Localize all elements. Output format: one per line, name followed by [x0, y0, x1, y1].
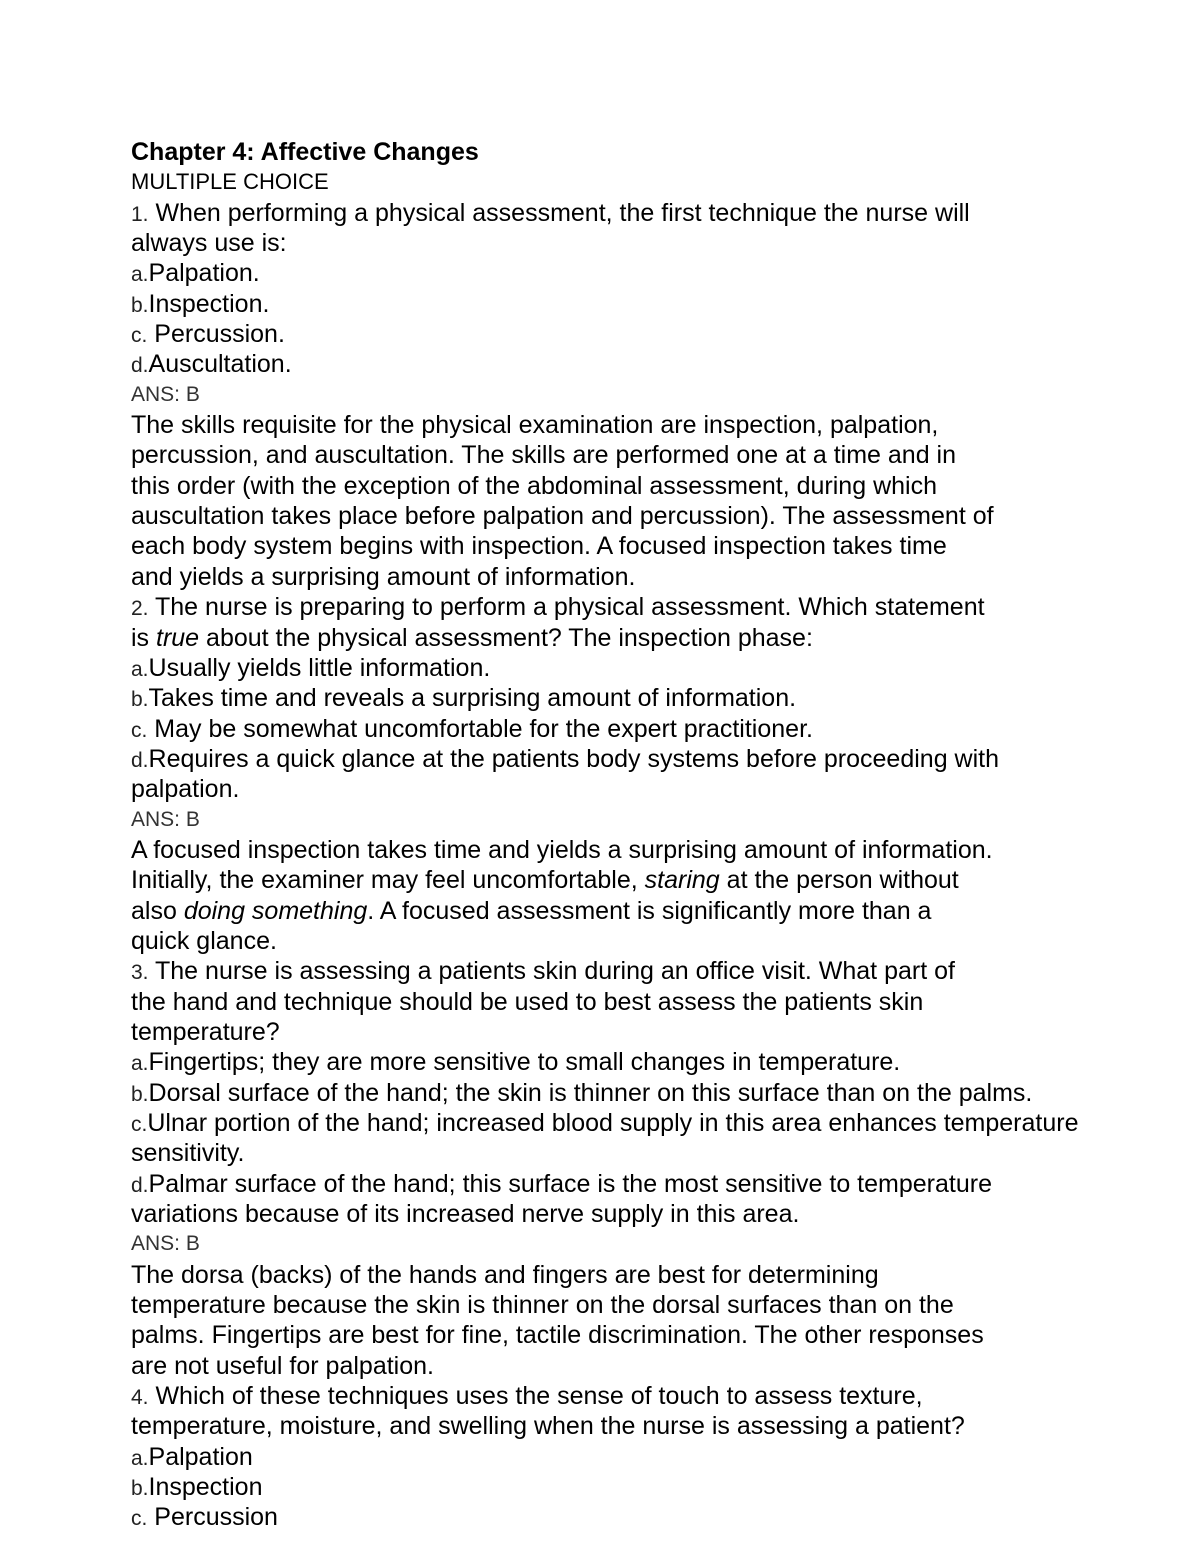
emphasis-text: true: [156, 623, 200, 652]
q4-option-b: [131, 1472, 1171, 1502]
document-page: [131, 137, 1171, 1533]
option-letter: d.: [131, 1173, 149, 1197]
q2-rationale-line: [131, 896, 1171, 926]
option-text: Inspection: [148, 1473, 263, 1502]
q3-option-b: [131, 1078, 1171, 1108]
question-text: Which of these techniques uses the sense of touch to assess texture,: [148, 1382, 923, 1411]
q2-rationale-line: [131, 865, 1171, 895]
option-letter: b.: [131, 688, 149, 712]
option-letter: c.: [131, 324, 148, 348]
question-3-stem-cont: the hand and technique should be used to best assess the patients skin: [131, 987, 924, 1016]
question-text: The nurse is preparing to perform a physical assessment. Which statement: [148, 593, 985, 622]
question-number: 4.: [131, 1386, 149, 1410]
question-3-stem: [131, 956, 1171, 986]
option-text: Palpation.: [148, 259, 260, 288]
emphasis-text: doing something: [183, 896, 368, 925]
q1-option-c: [131, 319, 1171, 349]
q3-rationale-line: temperature because the skin is thinner on the dorsal surfaces than on the: [131, 1291, 954, 1320]
question-text: When performing a physical assessment, the first technique the nurse will: [148, 198, 970, 227]
question-number: 1.: [131, 202, 149, 226]
q2-option-d-cont: palpation.: [131, 775, 240, 804]
question-3-stem-cont: temperature?: [131, 1017, 280, 1046]
q2-option-c: [131, 714, 1171, 744]
q3-rationale-line: are not useful for palpation.: [131, 1351, 434, 1380]
text-segment: . A focused assessment is significantly more than a: [367, 896, 932, 925]
option-letter: b.: [131, 293, 149, 317]
q1-option-d: [131, 349, 1171, 379]
q3-option-c-cont: sensitivity.: [131, 1139, 245, 1168]
q4-option-c: [131, 1502, 1171, 1532]
option-letter: c.: [131, 1113, 148, 1136]
q1-rationale-line: auscultation takes place before palpation and percussion). The assessment of: [131, 502, 994, 531]
q3-option-d: [131, 1169, 1171, 1199]
question-4-stem-cont: temperature, moisture, and swelling when the nurse is assessing a patient?: [131, 1412, 965, 1441]
q3-option-d-cont: variations because of its increased nerve supply in this area.: [131, 1200, 800, 1229]
chapter-title: Chapter 4: Affective Changes: [131, 138, 479, 166]
q3-rationale-line: palms. Fingertips are best for fine, tactile discrimination. The other responses: [131, 1321, 984, 1350]
question-1-stem: [131, 198, 1171, 228]
q3-option-c: [131, 1108, 1171, 1138]
q2-option-d: [131, 744, 1171, 774]
option-letter: a.: [131, 263, 149, 287]
q1-answer: ANS: B: [131, 382, 200, 406]
question-4-stem: [131, 1381, 1171, 1411]
option-letter: a.: [131, 657, 149, 681]
text-segment: at the person without: [719, 866, 959, 895]
q1-rationale-line: The skills requisite for the physical examination are inspection, palpation,: [131, 411, 939, 440]
option-text: Percussion.: [147, 320, 285, 349]
text-segment: is: [131, 623, 156, 652]
q3-answer: ANS: B: [131, 1232, 200, 1256]
option-text: Percussion: [147, 1503, 278, 1532]
text-segment: about the physical assessment? The inspection phase:: [199, 623, 813, 652]
q1-rationale-line: each body system begins with inspection. A focused inspection takes time: [131, 532, 947, 561]
option-text: Palpation: [148, 1442, 253, 1471]
option-letter: a.: [131, 1446, 149, 1470]
option-text: Takes time and reveals a surprising amount of information.: [148, 684, 797, 713]
q1-rationale-line: percussion, and auscultation. The skills are performed one at a time and in: [131, 441, 956, 470]
section-label: MULTIPLE CHOICE: [131, 169, 329, 195]
text-segment: Initially, the examiner may feel uncomfortable,: [131, 866, 645, 895]
q3-rationale-line: The dorsa (backs) of the hands and fingers are best for determining: [131, 1260, 879, 1289]
q1-option-b: [131, 289, 1171, 319]
text-segment: also: [131, 896, 184, 925]
q2-option-b: [131, 683, 1171, 713]
option-letter: a.: [131, 1052, 149, 1076]
option-letter: d.: [131, 748, 149, 772]
question-text: The nurse is assessing a patients skin during an office visit. What part of: [148, 957, 955, 986]
q2-rationale-line: A focused inspection takes time and yields a surprising amount of information.: [131, 835, 993, 864]
option-letter: c.: [131, 718, 148, 742]
q1-rationale-line: this order (with the exception of the abdominal assessment, during which: [131, 471, 937, 500]
option-letter: d.: [131, 354, 149, 378]
option-text: Inspection.: [148, 289, 270, 318]
option-text: Dorsal surface of the hand; the skin is thinner on this surface than on the palms.: [148, 1078, 1033, 1107]
q2-rationale-line: quick glance.: [131, 926, 277, 955]
option-letter: b.: [131, 1082, 149, 1106]
option-text: Usually yields little information.: [148, 653, 491, 682]
q1-option-a: [131, 258, 1171, 288]
option-letter: c.: [131, 1507, 148, 1531]
option-letter: b.: [131, 1477, 149, 1501]
q2-option-a: [131, 653, 1171, 683]
q3-option-a: [131, 1047, 1171, 1077]
emphasis-text: staring: [644, 866, 720, 895]
option-text: Requires a quick glance at the patients body systems before proceeding with: [148, 744, 1000, 773]
option-text: May be somewhat uncomfortable for the expert practitioner.: [147, 714, 813, 743]
question-2-stem-cont: [131, 623, 1171, 653]
question-number: 3.: [131, 961, 149, 985]
option-text: Ulnar portion of the hand; increased blood supply in this area enhances temperature: [147, 1109, 1079, 1137]
question-number: 2.: [131, 597, 149, 621]
q2-answer: ANS: B: [131, 807, 200, 831]
question-2-stem: [131, 592, 1171, 622]
option-text: Palmar surface of the hand; this surface is the most sensitive to temperature: [148, 1169, 992, 1198]
option-text: Fingertips; they are more sensitive to small changes in temperature.: [148, 1048, 901, 1077]
q1-rationale-line: and yields a surprising amount of information.: [131, 562, 636, 591]
option-text: Auscultation.: [148, 350, 292, 379]
q4-option-a: [131, 1442, 1171, 1472]
question-1-stem-cont: always use is:: [131, 229, 287, 258]
